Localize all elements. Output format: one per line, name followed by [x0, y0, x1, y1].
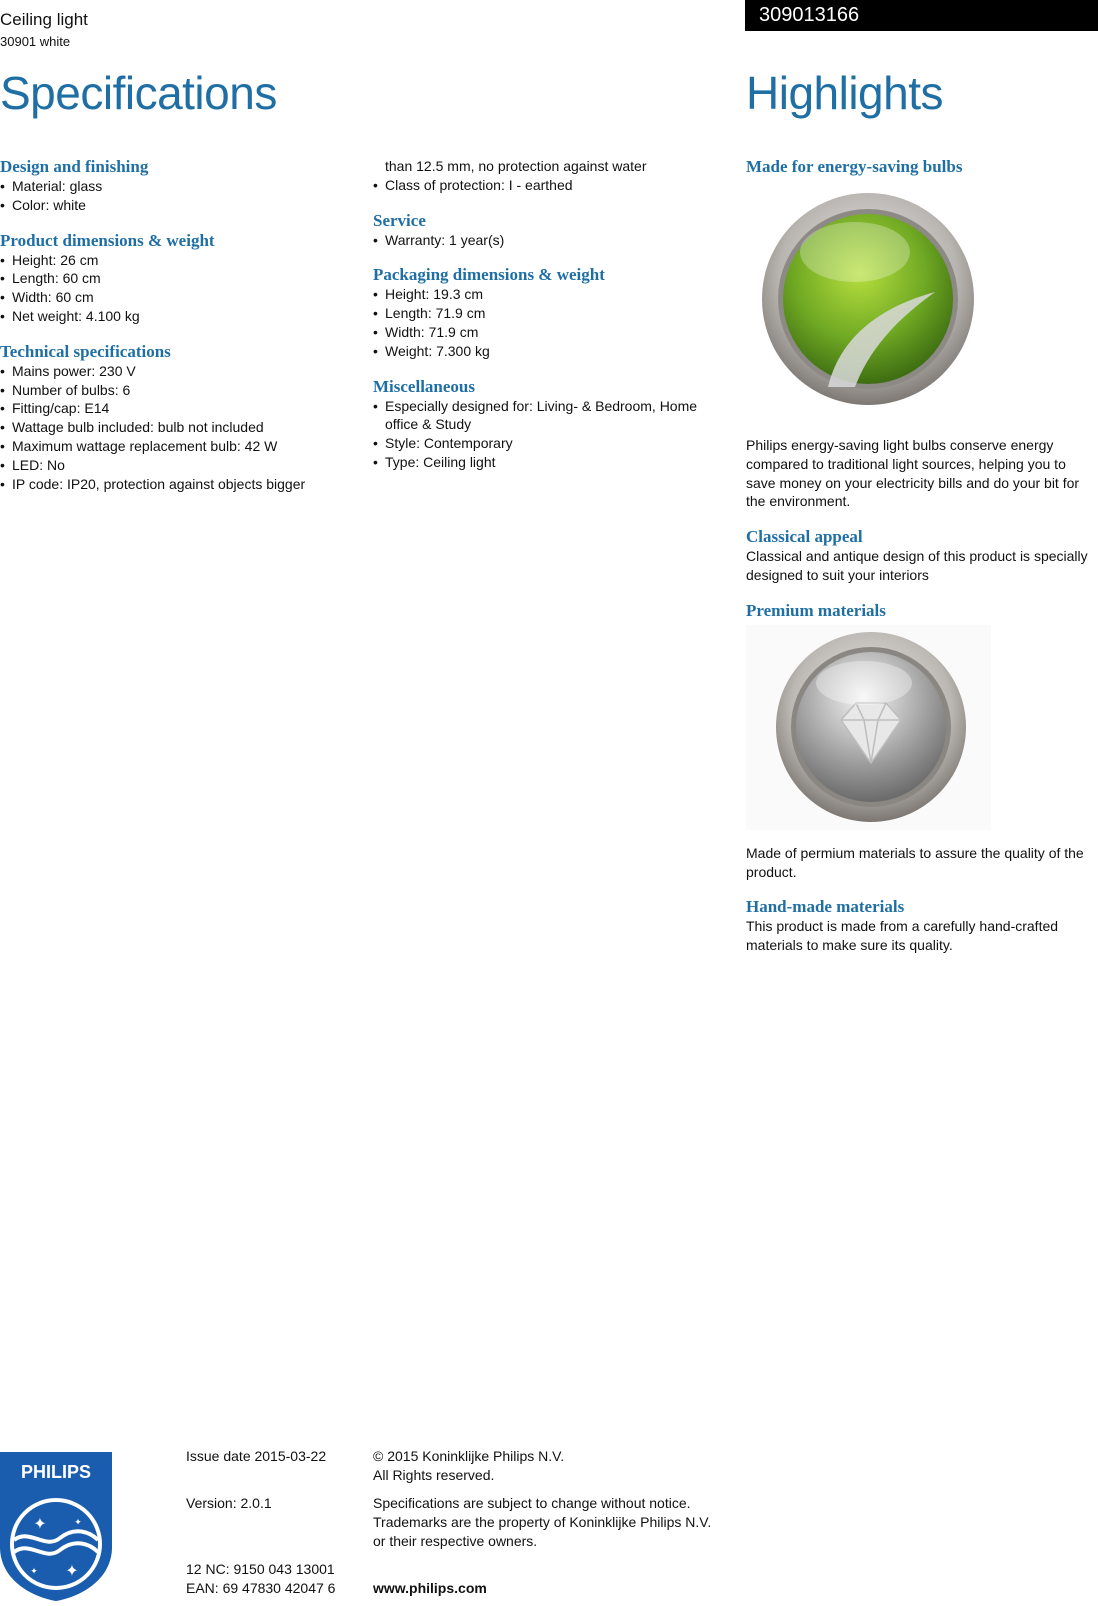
spec-item: • Mains power: 230 V: [0, 362, 345, 381]
rights: All Rights reserved.: [373, 1467, 495, 1483]
specifications-column-1: [0, 157, 345, 509]
spec-item: • Maximum wattage replacement bulb: 42 W: [0, 437, 345, 456]
spec-item: • Especially designed for: Living- & Bedroom, Home office & Study: [373, 397, 728, 435]
highlight-title: Premium materials: [746, 600, 886, 620]
part-number: 309013166: [745, 0, 1098, 31]
spec-section-product-dimensions: [0, 231, 345, 326]
version: Version: 2.0.1: [186, 1495, 272, 1511]
spec-item: • Length: 60 cm: [0, 269, 345, 288]
svg-text:✦: ✦: [65, 1563, 79, 1580]
spec-section-title: Technical specifications: [0, 341, 171, 361]
spec-item: • Class of protection: I - earthed: [373, 176, 728, 195]
spec-item: • Width: 60 cm: [0, 288, 345, 307]
spec-item: • Color: white: [0, 196, 345, 215]
spec-item: • IP code: IP20, protection against objects bigger: [0, 475, 345, 494]
issue-date: Issue date 2015-03-22: [186, 1448, 327, 1464]
product-title: Ceiling light: [0, 10, 88, 29]
spec-item: • Number of bulbs: 6: [0, 381, 345, 400]
spec-section-service: [373, 211, 728, 250]
spec-section-design: [0, 157, 345, 215]
disclaimer-line-1: Specifications are subject to change without notice.: [373, 1495, 691, 1511]
highlight-text: Philips energy-saving light bulbs conserve energy compared to traditional light sources, helping you to save money on your electricity bills and do your bit for the environment.: [746, 437, 1080, 510]
spec-item: • LED: No: [0, 456, 345, 475]
svg-text:✦: ✦: [74, 1517, 82, 1527]
website-link[interactable]: www.philips.com: [373, 1580, 487, 1596]
spec-section-miscellaneous: [373, 377, 728, 472]
spec-section-technical: [0, 342, 345, 494]
spec-section-title: Service: [373, 210, 426, 230]
spec-section-title: Product dimensions & weight: [0, 230, 215, 250]
logo-wordmark: PHILIPS: [20, 1462, 92, 1482]
highlight-title: Classical appeal: [746, 527, 863, 547]
diamond-icon: [746, 625, 991, 830]
spec-item: • Style: Contemporary: [373, 434, 728, 453]
spec-item: • Width: 71.9 cm: [373, 323, 728, 342]
spec-section-title: Packaging dimensions & weight: [373, 265, 605, 285]
copyright: © 2015 Koninklijke Philips N.V.: [373, 1448, 565, 1464]
spec-section-packaging: [373, 265, 728, 360]
spec-section-title: Design and finishing: [0, 157, 149, 176]
highlights-column: [746, 157, 1098, 955]
philips-logo: [0, 1452, 112, 1601]
ean: EAN: 69 47830 42047 6: [186, 1580, 336, 1596]
highlight-title: Hand-made materials: [746, 897, 905, 917]
spec-item-continuation: than 12.5 mm, no protection against water: [385, 158, 647, 174]
svg-text:✦: ✦: [33, 1516, 47, 1533]
highlights-heading: Highlights: [746, 67, 943, 119]
leaf-icon: [760, 187, 980, 422]
spec-section-technical-continued: [373, 157, 728, 195]
svg-text:✦: ✦: [30, 1566, 38, 1576]
spec-item: • Net weight: 4.100 kg: [0, 307, 345, 326]
spec-item: • Height: 26 cm: [0, 251, 345, 270]
spec-item: • Wattage bulb included: bulb not included: [0, 418, 345, 437]
highlight-title: Made for energy-saving bulbs: [746, 157, 963, 176]
twelve-nc: 12 NC: 9150 043 13001: [186, 1561, 335, 1577]
specifications-heading: Specifications: [0, 67, 277, 119]
highlight-text: Classical and antique design of this product is specially designed to suit your interiors: [746, 548, 1088, 583]
spec-item: • Weight: 7.300 kg: [373, 342, 728, 361]
spec-item: • Fitting/cap: E14: [0, 399, 345, 418]
disclaimer-line-2: Trademarks are the property of Koninklijke Philips N.V.: [373, 1514, 712, 1530]
disclaimer-line-3: or their respective owners.: [373, 1533, 538, 1549]
highlight-text: This product is made from a carefully hand-crafted materials to make sure its quality.: [746, 918, 1059, 954]
highlight-text: Made of permium materials to assure the quality of the product.: [746, 844, 1084, 880]
spec-item: • Length: 71.9 cm: [373, 304, 728, 323]
spec-item: • Material: glass: [0, 177, 345, 196]
spec-item: • Height: 19.3 cm: [373, 285, 728, 304]
spec-item: • Type: Ceiling light: [373, 453, 728, 472]
spec-item: • Warranty: 1 year(s): [373, 231, 728, 250]
spec-section-title: Miscellaneous: [373, 376, 475, 396]
specifications-column-2: [373, 157, 728, 488]
product-subtitle: 30901 white: [0, 34, 71, 49]
